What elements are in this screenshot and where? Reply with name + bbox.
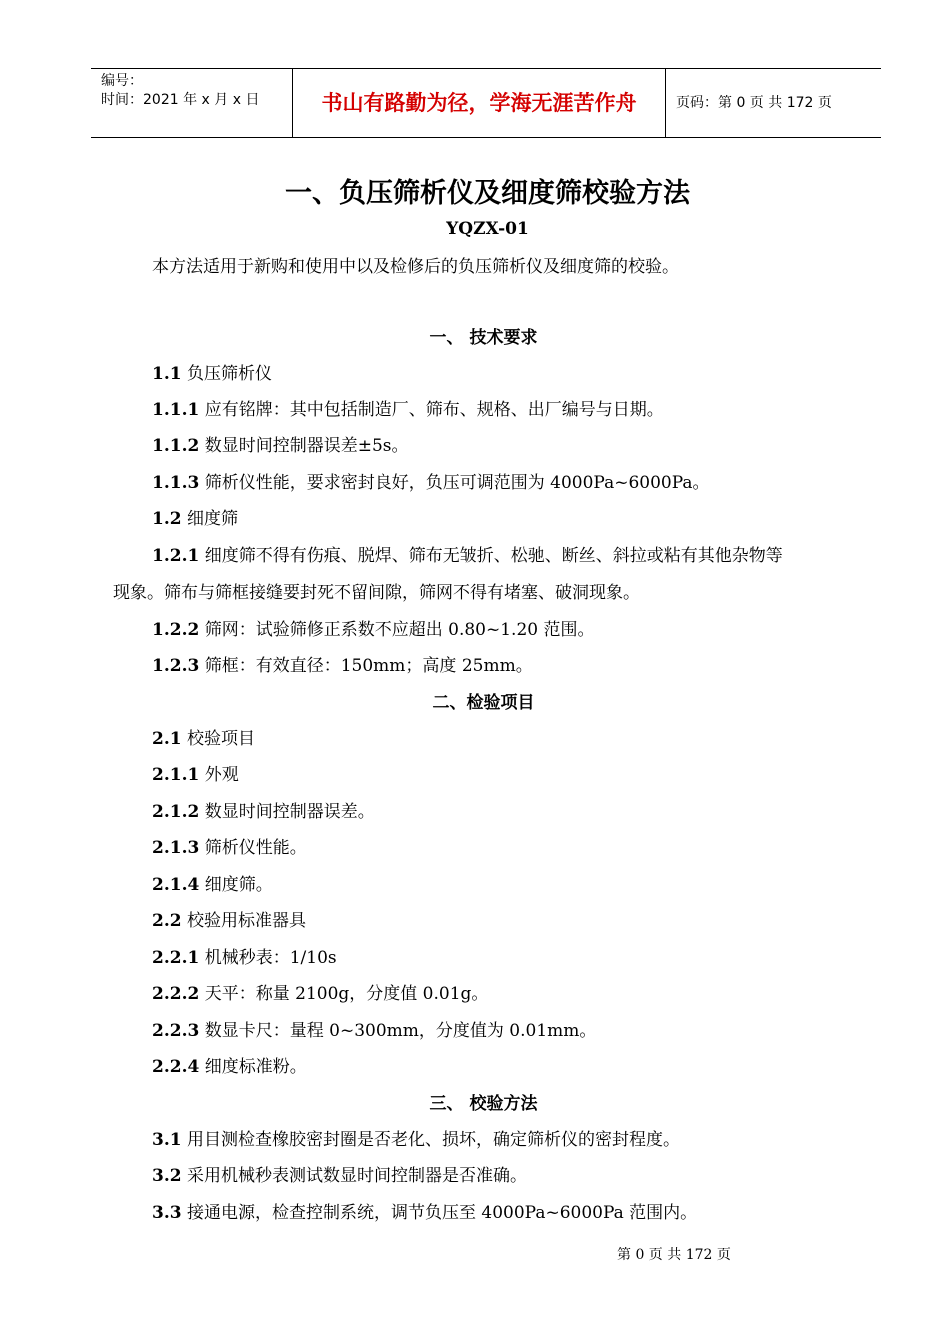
item-line: 2.2 校验用标准器具	[152, 911, 306, 931]
document-title: 一、负压筛析仪及细度筛校验方法	[285, 178, 690, 209]
item-line: 2.1.1 外观	[152, 765, 239, 785]
motto: 书山有路勤为径，学海无涯苦作舟	[321, 91, 637, 115]
item-line: 1.1.3 筛析仪性能，要求密封良好，负压可调范围为 4000Pa~6000Pa。	[152, 473, 710, 493]
section-heading-2: 二、检验项目	[432, 693, 535, 713]
item-line: 2.2.1 机械秒表：1/10s	[152, 948, 337, 968]
item-line: 3.1 用目测检查橡胶密封圈是否老化、损坏，确定筛析仪的密封程度。	[152, 1130, 680, 1150]
item-line: 2.1.4 细度筛。	[152, 875, 273, 895]
item-line: 2.1.3 筛析仪性能。	[152, 838, 307, 858]
item-line: 2.2.3 数显卡尺：量程 0~300mm，分度值为 0.01mm。	[152, 1021, 597, 1041]
item-line: 1.1.2 数显时间控制器误差±5s。	[152, 436, 409, 456]
item-line: 3.3 接通电源，检查控制系统，调节负压至 4000Pa~6000Pa 范围内。	[152, 1203, 698, 1223]
header-meta-cell	[91, 69, 293, 137]
item-line: 1.1.1 应有铭牌：其中包括制造厂、筛布、规格、出厂编号与日期。	[152, 400, 664, 420]
document-code: YQZX-01	[446, 219, 529, 239]
intro-paragraph: 本方法适用于新购和使用中以及检修后的负压筛析仪及细度筛的校验。	[152, 257, 679, 277]
item-line: 2.1 校验项目	[152, 729, 255, 749]
item-line: 1.2.2 筛网：试验筛修正系数不应超出 0.80~1.20 范围。	[152, 620, 595, 640]
page-info: 页码：第 0 页 共 172 页	[676, 95, 832, 111]
item-line: 2.2.4 细度标准粉。	[152, 1057, 307, 1077]
item-line: 2.2.2 天平：称量 2100g，分度值 0.01g。	[152, 984, 489, 1004]
section-heading-1: 一、 技术要求	[429, 328, 538, 348]
item-line: 1.2 细度筛	[152, 509, 238, 529]
item-line: 1.2.1 细度筛不得有伤痕、脱焊、筛布无皱折、松驰、断丝、斜拉或粘有其他杂物等	[152, 546, 783, 566]
header-page-cell	[666, 69, 881, 137]
header-motto-cell	[293, 69, 666, 137]
item-line: 2.1.2 数显时间控制器误差。	[152, 802, 375, 822]
item-line: 3.2 采用机械秒表测试数显时间控制器是否准确。	[152, 1166, 527, 1186]
header-table	[91, 68, 881, 138]
number-label: 编号：	[101, 73, 143, 89]
item-line-continuation: 现象。筛布与筛框接缝要封死不留间隙，筛网不得有堵塞、破洞现象。	[113, 583, 640, 603]
page-footer: 第 0 页 共 172 页	[617, 1247, 731, 1263]
item-line: 1.1 负压筛析仪	[152, 364, 272, 384]
item-line: 1.2.3 筛框：有效直径：150mm；高度 25mm。	[152, 656, 533, 676]
time-label: 时间：2021 年 x 月 x 日	[101, 92, 260, 108]
section-heading-3: 三、 校验方法	[429, 1094, 538, 1114]
